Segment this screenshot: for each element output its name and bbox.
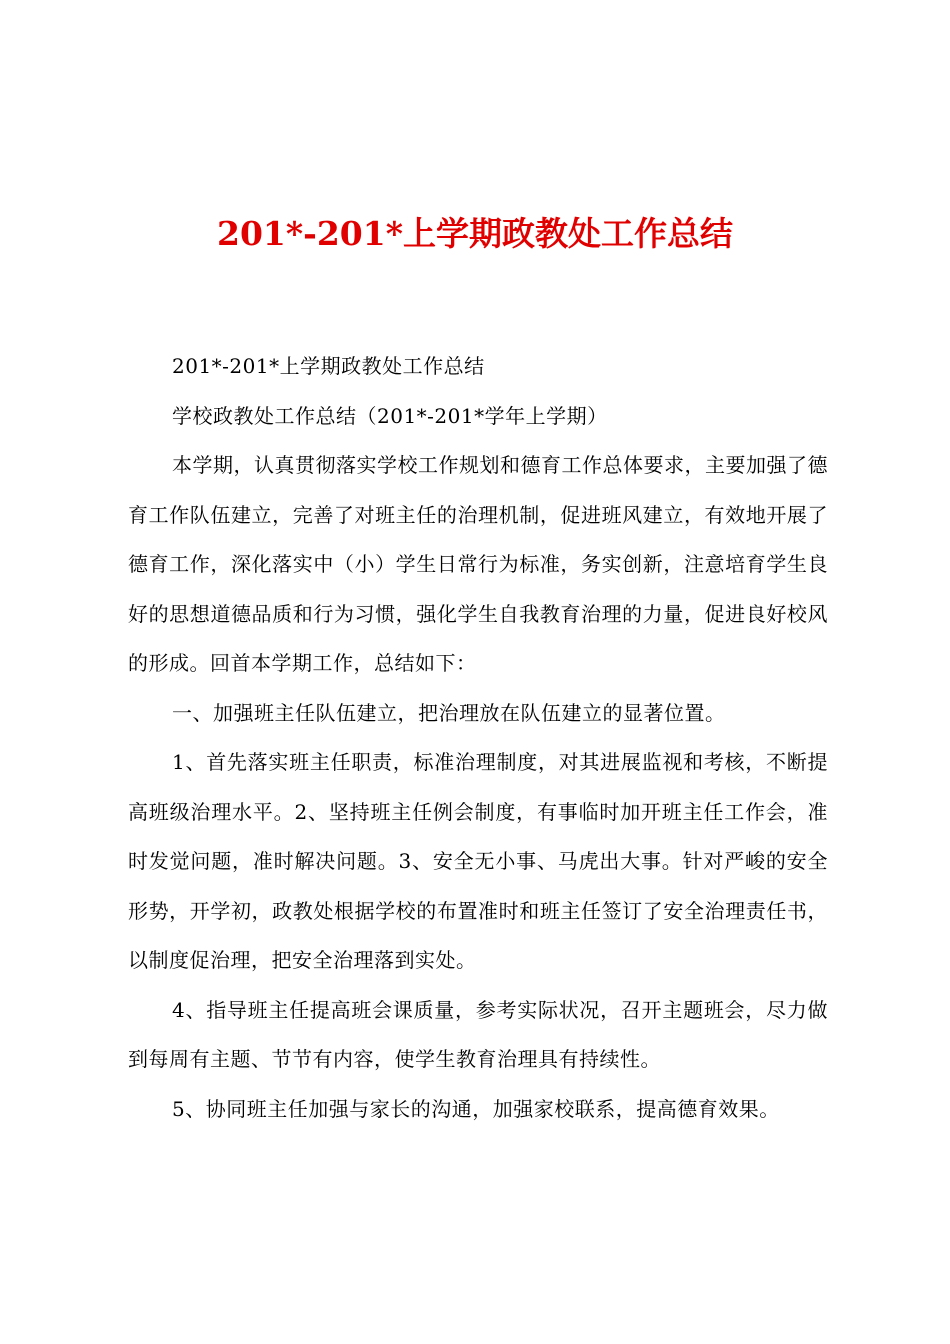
document-title: 201*-201*上学期政教处工作总结 bbox=[217, 214, 733, 253]
document-body bbox=[128, 342, 828, 1134]
paragraph-intro: 本学期，认真贯彻落实学校工作规划和德育工作总体要求，主要加强了德育工作队伍建立，完善了对班主任的治理机制，促进班风建立，有效地开展了德育工作，深化落实中（小）学生日常行为标准，务实创新，注意培育学生良好的思想道德品质和行为习惯，强化学生自我教育治理的力量，促进良好校风的形成。回首本学期工作，总结如下： bbox=[128, 453, 828, 675]
paragraph-item-4: 4、指导班主任提高班会课质量，参考实际状况，召开主题班会，尽力做到每周有主题、节节有内容，使学生教育治理具有持续性。 bbox=[128, 997, 828, 1071]
paragraph-subtitle: 学校政教处工作总结（201*-201*学年上学期） bbox=[172, 403, 608, 428]
paragraph-item-5: 5、协同班主任加强与家长的沟通，加强家校联系，提高德育效果。 bbox=[172, 1096, 780, 1121]
paragraph-section-one: 一、加强班主任队伍建立，把治理放在队伍建立的显著位置。 bbox=[172, 700, 726, 725]
paragraph-items-1-3: 1、首先落实班主任职责，标准治理制度，对其进展监视和考核，不断提高班级治理水平。2、坚持班主任例会制度，有事临时加开班主任工作会，准时发觉问题，准时解决问题。3、安全无小事、马虎出大事。针对严峻的安全形势，开学初，政教处根据学校的布置准时和班主任签订了安全治理责任书，以制度促治理，把安全治理落到实处。 bbox=[128, 750, 828, 972]
paragraph-heading: 201*-201*上学期政教处工作总结 bbox=[172, 354, 485, 378]
